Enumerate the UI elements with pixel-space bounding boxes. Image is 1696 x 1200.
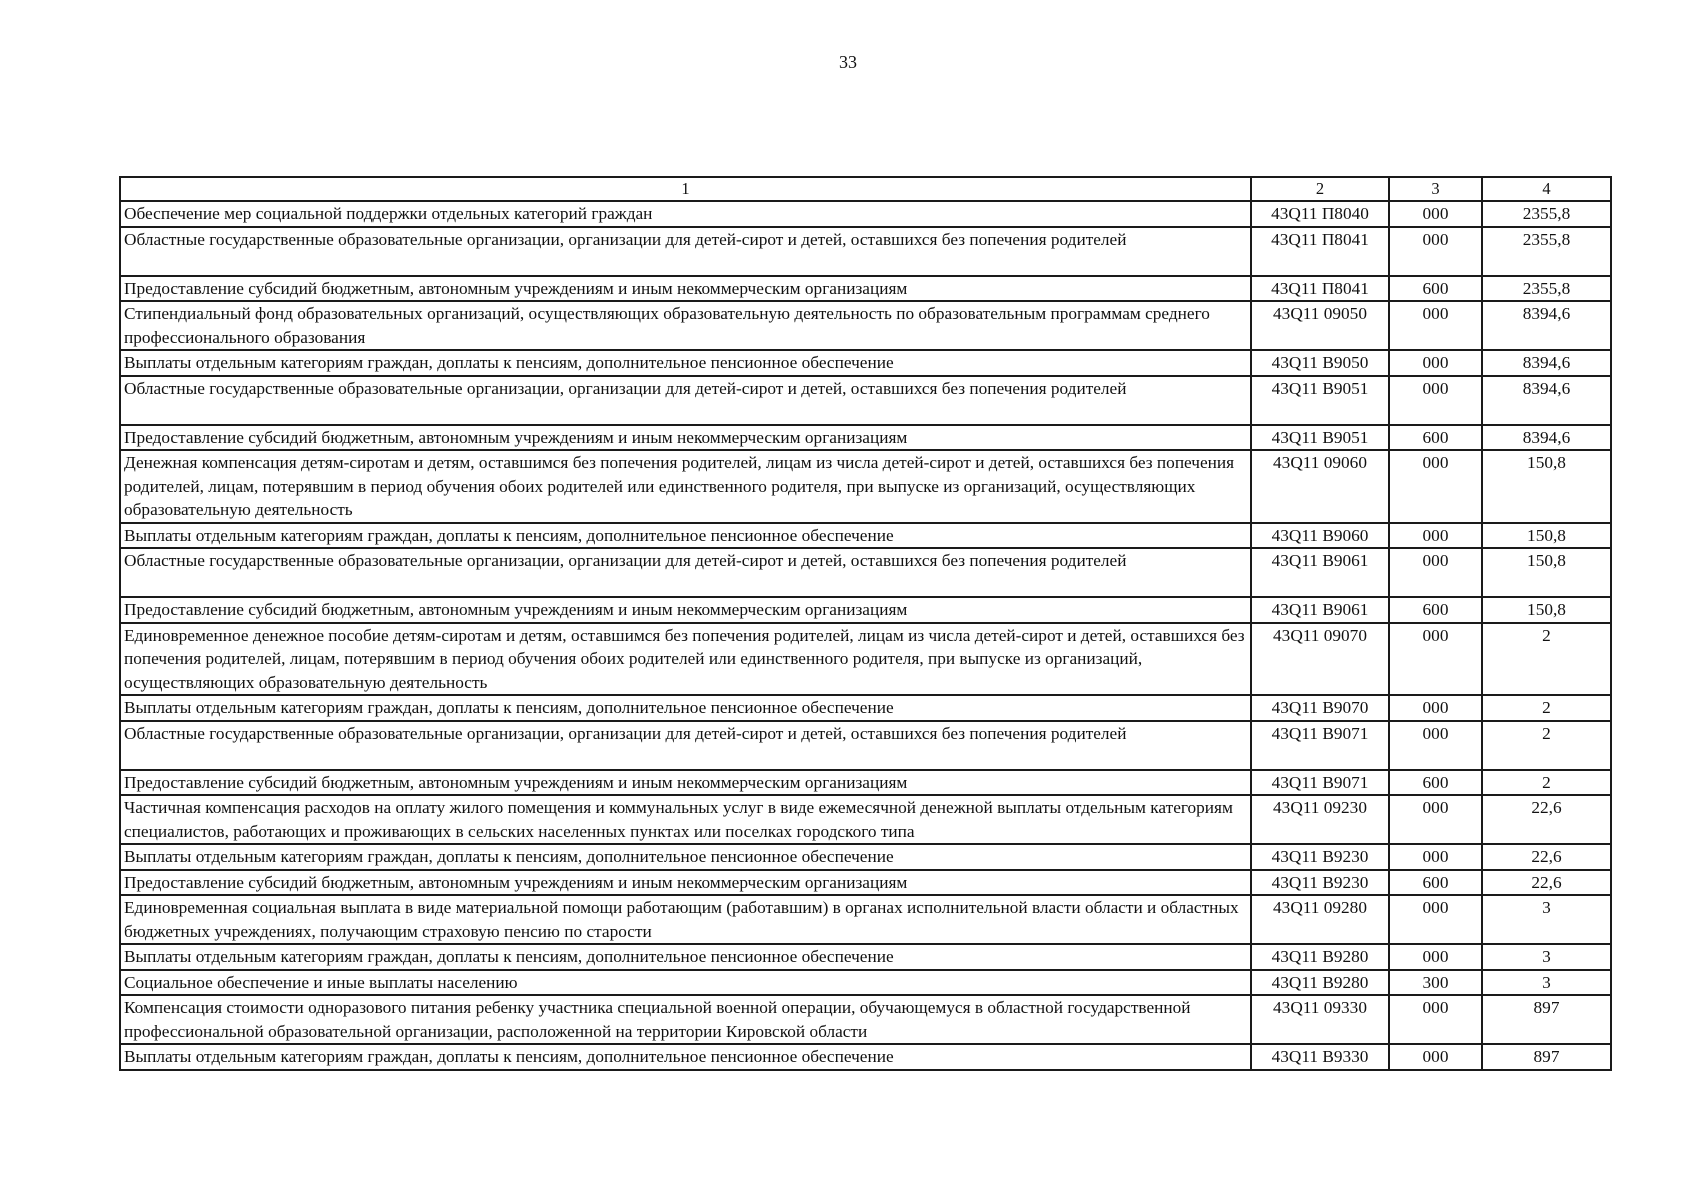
table-row: [120, 770, 1611, 796]
row-sum-cell: 2: [1482, 695, 1611, 721]
table-row: [120, 425, 1611, 451]
table-row: [120, 227, 1611, 276]
row-type-cell: 000: [1389, 523, 1482, 549]
row-name-cell: Выплаты отдельным категориям граждан, доплаты к пенсиям, дополнительное пенсионное обеспечение: [120, 523, 1251, 549]
row-name-cell: Единовременное денежное пособие детям-сиротам и детям, оставшимся без попечения родителей, лицам из числа детей-сирот и детей, оставшихся без попечения родителей, лицам, потерявшим в период обучения обоих родителей или единственного родителя, при выпуске из организаций, осуществляющих образовательную деятельность: [120, 623, 1251, 696]
header-col-1: 1: [120, 177, 1251, 201]
header-row: [120, 177, 1611, 201]
row-name-cell: Единовременная социальная выплата в виде материальной помощи работающим (работавшим) в органах исполнительной власти области и областных бюджетных учреждениях, получающим страховую пенсию по старости: [120, 895, 1251, 944]
table-row: [120, 795, 1611, 844]
row-sum-cell: 3: [1482, 944, 1611, 970]
table-row: [120, 450, 1611, 523]
page-number: 33: [839, 52, 857, 72]
table-row: [120, 201, 1611, 227]
table-row: [120, 623, 1611, 696]
row-sum-cell: 8394,6: [1482, 376, 1611, 425]
row-sum-cell: 22,6: [1482, 795, 1611, 844]
row-name-cell: Компенсация стоимости одноразового питания ребенку участника специальной военной операции, обучающемуся в областной государственной профессиональной образовательной организации, расположенной на территории Кировской области: [120, 995, 1251, 1044]
table-row: [120, 376, 1611, 425]
row-name-cell: Стипендиальный фонд образовательных организаций, осуществляющих образовательную деятельность по образовательным программам среднего профессионального образования: [120, 301, 1251, 350]
row-type-cell: 000: [1389, 844, 1482, 870]
row-sum-cell: 897: [1482, 1044, 1611, 1070]
table-row: [120, 695, 1611, 721]
row-type-cell: 000: [1389, 227, 1482, 276]
row-name-cell: Предоставление субсидий бюджетным, автономным учреждениям и иным некоммерческим организациям: [120, 870, 1251, 896]
row-code-cell: 43Q11 В9330: [1251, 1044, 1389, 1070]
row-name-cell: Областные государственные образовательные организации, организации для детей-сирот и детей, оставшихся без попечения родителей: [120, 227, 1251, 276]
row-sum-cell: 2: [1482, 770, 1611, 796]
table-row: [120, 895, 1611, 944]
row-name-cell: Областные государственные образовательные организации, организации для детей-сирот и детей, оставшихся без попечения родителей: [120, 548, 1251, 597]
row-type-cell: 000: [1389, 895, 1482, 944]
row-name-cell: Выплаты отдельным категориям граждан, доплаты к пенсиям, дополнительное пенсионное обеспечение: [120, 844, 1251, 870]
row-sum-cell: 150,8: [1482, 548, 1611, 597]
row-type-cell: 600: [1389, 597, 1482, 623]
row-code-cell: 43Q11 В9280: [1251, 944, 1389, 970]
row-sum-cell: 8394,6: [1482, 425, 1611, 451]
row-code-cell: 43Q11 09050: [1251, 301, 1389, 350]
row-type-cell: 000: [1389, 1044, 1482, 1070]
row-type-cell: 000: [1389, 350, 1482, 376]
row-sum-cell: 2355,8: [1482, 227, 1611, 276]
table-row: [120, 870, 1611, 896]
table-row: [120, 944, 1611, 970]
table-row: [120, 276, 1611, 302]
row-name-cell: Предоставление субсидий бюджетным, автономным учреждениям и иным некоммерческим организациям: [120, 597, 1251, 623]
row-name-cell: Предоставление субсидий бюджетным, автономным учреждениям и иным некоммерческим организациям: [120, 425, 1251, 451]
row-sum-cell: 2: [1482, 721, 1611, 770]
row-name-cell: Выплаты отдельным категориям граждан, доплаты к пенсиям, дополнительное пенсионное обеспечение: [120, 695, 1251, 721]
row-sum-cell: 897: [1482, 995, 1611, 1044]
row-type-cell: 000: [1389, 376, 1482, 425]
row-type-cell: 000: [1389, 795, 1482, 844]
table-row: [120, 350, 1611, 376]
row-code-cell: 43Q11 09060: [1251, 450, 1389, 523]
row-code-cell: 43Q11 09070: [1251, 623, 1389, 696]
row-type-cell: 000: [1389, 721, 1482, 770]
table-row: [120, 721, 1611, 770]
row-type-cell: 000: [1389, 695, 1482, 721]
row-sum-cell: 2: [1482, 623, 1611, 696]
row-type-cell: 000: [1389, 548, 1482, 597]
table-row: [120, 1044, 1611, 1070]
table-row: [120, 970, 1611, 996]
row-type-cell: 000: [1389, 450, 1482, 523]
row-type-cell: 000: [1389, 995, 1482, 1044]
row-code-cell: 43Q11 09330: [1251, 995, 1389, 1044]
row-name-cell: Социальное обеспечение и иные выплаты населению: [120, 970, 1251, 996]
row-code-cell: 43Q11 П8040: [1251, 201, 1389, 227]
row-code-cell: 43Q11 09280: [1251, 895, 1389, 944]
row-code-cell: 43Q11 В9051: [1251, 425, 1389, 451]
row-type-cell: 000: [1389, 201, 1482, 227]
header-col-2: 2: [1251, 177, 1389, 201]
row-sum-cell: 2355,8: [1482, 201, 1611, 227]
row-code-cell: 43Q11 В9050: [1251, 350, 1389, 376]
header-col-4: 4: [1482, 177, 1611, 201]
row-type-cell: 600: [1389, 870, 1482, 896]
row-name-cell: Частичная компенсация расходов на оплату жилого помещения и коммунальных услуг в виде ежемесячной денежной выплаты отдельным категориям специалистов, работающих и проживающих в сельских населенных пунктах или поселках городского типа: [120, 795, 1251, 844]
row-sum-cell: 22,6: [1482, 844, 1611, 870]
row-type-cell: 600: [1389, 770, 1482, 796]
row-type-cell: 600: [1389, 425, 1482, 451]
row-sum-cell: 3: [1482, 970, 1611, 996]
row-name-cell: Денежная компенсация детям-сиротам и детям, оставшимся без попечения родителей, лицам из числа детей-сирот и детей, оставшихся без попечения родителей, лицам, потерявшим в период обучения обоих родителей или единственного родителя, при выпуске из организаций, осуществляющих образовательную деятельность: [120, 450, 1251, 523]
row-name-cell: Предоставление субсидий бюджетным, автономным учреждениям и иным некоммерческим организациям: [120, 770, 1251, 796]
row-code-cell: 43Q11 В9230: [1251, 844, 1389, 870]
row-type-cell: 000: [1389, 944, 1482, 970]
row-sum-cell: 150,8: [1482, 523, 1611, 549]
row-sum-cell: 8394,6: [1482, 301, 1611, 350]
row-code-cell: 43Q11 В9230: [1251, 870, 1389, 896]
row-sum-cell: 150,8: [1482, 597, 1611, 623]
row-code-cell: 43Q11 В9051: [1251, 376, 1389, 425]
row-name-cell: Выплаты отдельным категориям граждан, доплаты к пенсиям, дополнительное пенсионное обеспечение: [120, 944, 1251, 970]
table-row: [120, 597, 1611, 623]
row-name-cell: Предоставление субсидий бюджетным, автономным учреждениям и иным некоммерческим организациям: [120, 276, 1251, 302]
row-sum-cell: 3: [1482, 895, 1611, 944]
row-name-cell: Обеспечение мер социальной поддержки отдельных категорий граждан: [120, 201, 1251, 227]
table-row: [120, 844, 1611, 870]
row-code-cell: 43Q11 В9071: [1251, 770, 1389, 796]
row-name-cell: Выплаты отдельным категориям граждан, доплаты к пенсиям, дополнительное пенсионное обеспечение: [120, 350, 1251, 376]
row-sum-cell: 22,6: [1482, 870, 1611, 896]
row-name-cell: Выплаты отдельным категориям граждан, доплаты к пенсиям, дополнительное пенсионное обеспечение: [120, 1044, 1251, 1070]
row-type-cell: 600: [1389, 276, 1482, 302]
table-row: [120, 995, 1611, 1044]
table-row: [120, 523, 1611, 549]
row-code-cell: 43Q11 В9061: [1251, 597, 1389, 623]
row-code-cell: 43Q11 П8041: [1251, 227, 1389, 276]
row-code-cell: 43Q11 В9071: [1251, 721, 1389, 770]
row-code-cell: 43Q11 В9060: [1251, 523, 1389, 549]
row-sum-cell: 150,8: [1482, 450, 1611, 523]
row-name-cell: Областные государственные образовательные организации, организации для детей-сирот и детей, оставшихся без попечения родителей: [120, 376, 1251, 425]
table-row: [120, 301, 1611, 350]
header-col-3: 3: [1389, 177, 1482, 201]
budget-table: [119, 176, 1612, 1071]
row-code-cell: 43Q11 09230: [1251, 795, 1389, 844]
row-code-cell: 43Q11 В9070: [1251, 695, 1389, 721]
row-code-cell: 43Q11 В9061: [1251, 548, 1389, 597]
row-sum-cell: 8394,6: [1482, 350, 1611, 376]
table-row: [120, 548, 1611, 597]
row-type-cell: 000: [1389, 623, 1482, 696]
row-type-cell: 000: [1389, 301, 1482, 350]
row-code-cell: 43Q11 П8041: [1251, 276, 1389, 302]
row-sum-cell: 2355,8: [1482, 276, 1611, 302]
row-name-cell: Областные государственные образовательные организации, организации для детей-сирот и детей, оставшихся без попечения родителей: [120, 721, 1251, 770]
row-type-cell: 300: [1389, 970, 1482, 996]
row-code-cell: 43Q11 В9280: [1251, 970, 1389, 996]
